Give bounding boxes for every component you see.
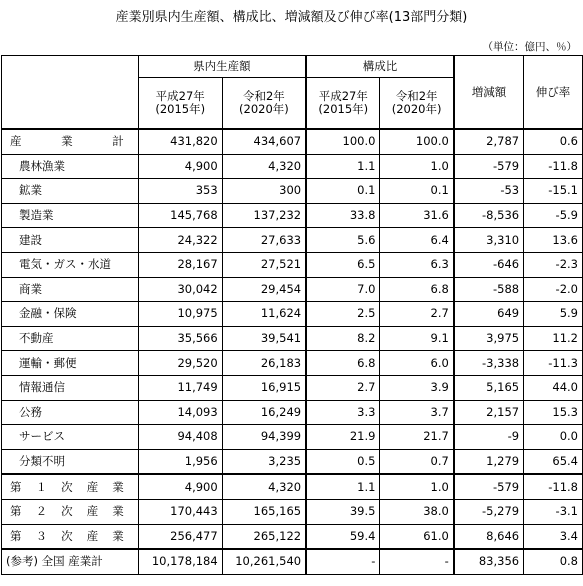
cell-change: 83,356 <box>454 549 524 574</box>
cell-prod2015: 29,520 <box>138 351 222 376</box>
table-row <box>2 474 583 499</box>
table-row <box>2 499 583 524</box>
row-label: 第１次産業 <box>2 474 139 499</box>
cell-comp2020: 9.1 <box>380 326 454 351</box>
cell-comp2015: 5.6 <box>306 228 380 253</box>
cell-growth: 5.9 <box>524 302 583 327</box>
cell-prod2020: 16,249 <box>222 400 306 425</box>
page-title: 産業別県内生産額、構成比、増減額及び伸び率(13部門分類) <box>115 10 468 25</box>
cell-comp2020: 3.9 <box>380 375 454 400</box>
cell-change: 5,165 <box>454 375 524 400</box>
header-comp-2020: 令和2年 (2020年) <box>380 78 454 130</box>
cell-prod2015: 256,477 <box>138 524 222 549</box>
cell-prod2015: 4,900 <box>138 474 222 499</box>
table-row <box>2 375 583 400</box>
table-row <box>2 277 583 302</box>
row-label: 産 業 計 <box>2 129 139 154</box>
row-label: 鉱業 <box>2 179 139 204</box>
table-row <box>2 425 583 450</box>
cell-comp2015: 2.5 <box>306 302 380 327</box>
row-label: 金融・保険 <box>2 302 139 327</box>
cell-comp2015: 1.1 <box>306 474 380 499</box>
cell-prod2020: 16,915 <box>222 375 306 400</box>
row-label: 商業 <box>2 277 139 302</box>
cell-change: -3,338 <box>454 351 524 376</box>
table-row <box>2 549 583 574</box>
row-label: (参考) 全国 産業計 <box>2 549 139 574</box>
cell-change: 8,646 <box>454 524 524 549</box>
cell-growth: 0.8 <box>524 549 583 574</box>
cell-prod2020: 4,320 <box>222 474 306 499</box>
cell-prod2020: 300 <box>222 179 306 204</box>
cell-comp2015: 0.5 <box>306 449 380 474</box>
row-label: 製造業 <box>2 203 139 228</box>
header-growth: 伸び率 <box>524 56 583 130</box>
cell-growth: 15.3 <box>524 400 583 425</box>
cell-prod2020: 10,261,540 <box>222 549 306 574</box>
cell-growth: 11.2 <box>524 326 583 351</box>
cell-comp2020: 6.4 <box>380 228 454 253</box>
cell-comp2020: 1.0 <box>380 474 454 499</box>
cell-prod2020: 4,320 <box>222 154 306 179</box>
unit-note: （単位：億円、％） <box>482 41 577 53</box>
cell-growth: 0.6 <box>524 129 583 154</box>
row-label: 公務 <box>2 400 139 425</box>
cell-comp2020: 61.0 <box>380 524 454 549</box>
row-label: 第２次産業 <box>2 499 139 524</box>
cell-change: 3,975 <box>454 326 524 351</box>
cell-comp2015: - <box>306 549 380 574</box>
cell-growth: -11.3 <box>524 351 583 376</box>
cell-change: -8,536 <box>454 203 524 228</box>
table-row <box>2 154 583 179</box>
table-row <box>2 351 583 376</box>
cell-prod2015: 30,042 <box>138 277 222 302</box>
cell-change: -646 <box>454 252 524 277</box>
header-change: 増減額 <box>454 56 524 130</box>
cell-growth: 13.6 <box>524 228 583 253</box>
table-row <box>2 179 583 204</box>
corner-header-cell <box>2 56 139 130</box>
cell-prod2015: 35,566 <box>138 326 222 351</box>
cell-comp2020: 31.6 <box>380 203 454 228</box>
table-row <box>2 400 583 425</box>
cell-prod2015: 145,768 <box>138 203 222 228</box>
header-comp-2015: 平成27年 (2015年) <box>306 78 380 130</box>
cell-change: -588 <box>454 277 524 302</box>
cell-growth: 65.4 <box>524 449 583 474</box>
cell-prod2020: 137,232 <box>222 203 306 228</box>
cell-prod2015: 14,093 <box>138 400 222 425</box>
row-label: サービス <box>2 425 139 450</box>
cell-change: 649 <box>454 302 524 327</box>
row-label: 建設 <box>2 228 139 253</box>
cell-prod2015: 28,167 <box>138 252 222 277</box>
table-row <box>2 449 583 474</box>
cell-comp2020: 1.0 <box>380 154 454 179</box>
header-prod-2020: 令和2年 (2020年) <box>222 78 306 130</box>
cell-prod2015: 10,975 <box>138 302 222 327</box>
table-row <box>2 228 583 253</box>
cell-prod2020: 29,454 <box>222 277 306 302</box>
cell-prod2015: 24,322 <box>138 228 222 253</box>
cell-prod2015: 170,443 <box>138 499 222 524</box>
cell-comp2020: 38.0 <box>380 499 454 524</box>
header-prod-2015: 平成27年 (2015年) <box>138 78 222 130</box>
cell-prod2015: 353 <box>138 179 222 204</box>
cell-prod2020: 11,624 <box>222 302 306 327</box>
cell-prod2020: 26,183 <box>222 351 306 376</box>
cell-comp2015: 21.9 <box>306 425 380 450</box>
cell-comp2015: 39.5 <box>306 499 380 524</box>
cell-prod2015: 431,820 <box>138 129 222 154</box>
cell-comp2015: 59.4 <box>306 524 380 549</box>
cell-prod2020: 434,607 <box>222 129 306 154</box>
cell-comp2015: 6.5 <box>306 252 380 277</box>
cell-growth: -15.1 <box>524 179 583 204</box>
cell-growth: -11.8 <box>524 474 583 499</box>
cell-comp2020: 21.7 <box>380 425 454 450</box>
table-row <box>2 203 583 228</box>
cell-comp2015: 3.3 <box>306 400 380 425</box>
cell-prod2020: 265,122 <box>222 524 306 549</box>
row-label: 電気・ガス・水道 <box>2 252 139 277</box>
cell-comp2020: 6.8 <box>380 277 454 302</box>
cell-prod2020: 94,399 <box>222 425 306 450</box>
cell-growth: 0.0 <box>524 425 583 450</box>
cell-growth: -2.0 <box>524 277 583 302</box>
cell-prod2020: 27,633 <box>222 228 306 253</box>
cell-prod2020: 165,165 <box>222 499 306 524</box>
cell-comp2020: 2.7 <box>380 302 454 327</box>
cell-comp2020: 6.3 <box>380 252 454 277</box>
cell-growth: -2.3 <box>524 252 583 277</box>
cell-comp2020: - <box>380 549 454 574</box>
table-row <box>2 326 583 351</box>
cell-prod2015: 94,408 <box>138 425 222 450</box>
cell-comp2015: 7.0 <box>306 277 380 302</box>
cell-comp2015: 100.0 <box>306 129 380 154</box>
cell-change: 2,157 <box>454 400 524 425</box>
cell-change: 1,279 <box>454 449 524 474</box>
cell-comp2015: 8.2 <box>306 326 380 351</box>
row-label: 農林漁業 <box>2 154 139 179</box>
cell-comp2020: 6.0 <box>380 351 454 376</box>
cell-prod2015: 1,956 <box>138 449 222 474</box>
cell-change: 2,787 <box>454 129 524 154</box>
table-row <box>2 302 583 327</box>
cell-growth: -5.9 <box>524 203 583 228</box>
table-row <box>2 252 583 277</box>
industry-production-table <box>1 55 583 575</box>
cell-change: -53 <box>454 179 524 204</box>
cell-comp2020: 0.7 <box>380 449 454 474</box>
cell-comp2015: 33.8 <box>306 203 380 228</box>
table-row <box>2 524 583 549</box>
row-label: 情報通信 <box>2 375 139 400</box>
cell-prod2020: 27,521 <box>222 252 306 277</box>
cell-comp2015: 6.8 <box>306 351 380 376</box>
row-label: 第３次産業 <box>2 524 139 549</box>
row-label: 不動産 <box>2 326 139 351</box>
header-production: 県内生産額 <box>138 56 306 78</box>
cell-comp2015: 2.7 <box>306 375 380 400</box>
cell-comp2020: 100.0 <box>380 129 454 154</box>
header-composition: 構成比 <box>306 56 454 78</box>
cell-comp2015: 1.1 <box>306 154 380 179</box>
cell-prod2015: 11,749 <box>138 375 222 400</box>
cell-comp2020: 0.1 <box>380 179 454 204</box>
cell-growth: 3.4 <box>524 524 583 549</box>
table-row <box>2 129 583 154</box>
cell-prod2015: 10,178,184 <box>138 549 222 574</box>
cell-prod2020: 3,235 <box>222 449 306 474</box>
cell-comp2020: 3.7 <box>380 400 454 425</box>
cell-change: 3,310 <box>454 228 524 253</box>
row-label: 運輸・郵便 <box>2 351 139 376</box>
cell-prod2020: 39,541 <box>222 326 306 351</box>
cell-change: -579 <box>454 154 524 179</box>
cell-prod2015: 4,900 <box>138 154 222 179</box>
cell-change: -579 <box>454 474 524 499</box>
row-label: 分類不明 <box>2 449 139 474</box>
cell-comp2015: 0.1 <box>306 179 380 204</box>
cell-growth: 44.0 <box>524 375 583 400</box>
cell-change: -5,279 <box>454 499 524 524</box>
cell-change: -9 <box>454 425 524 450</box>
cell-growth: -3.1 <box>524 499 583 524</box>
cell-growth: -11.8 <box>524 154 583 179</box>
